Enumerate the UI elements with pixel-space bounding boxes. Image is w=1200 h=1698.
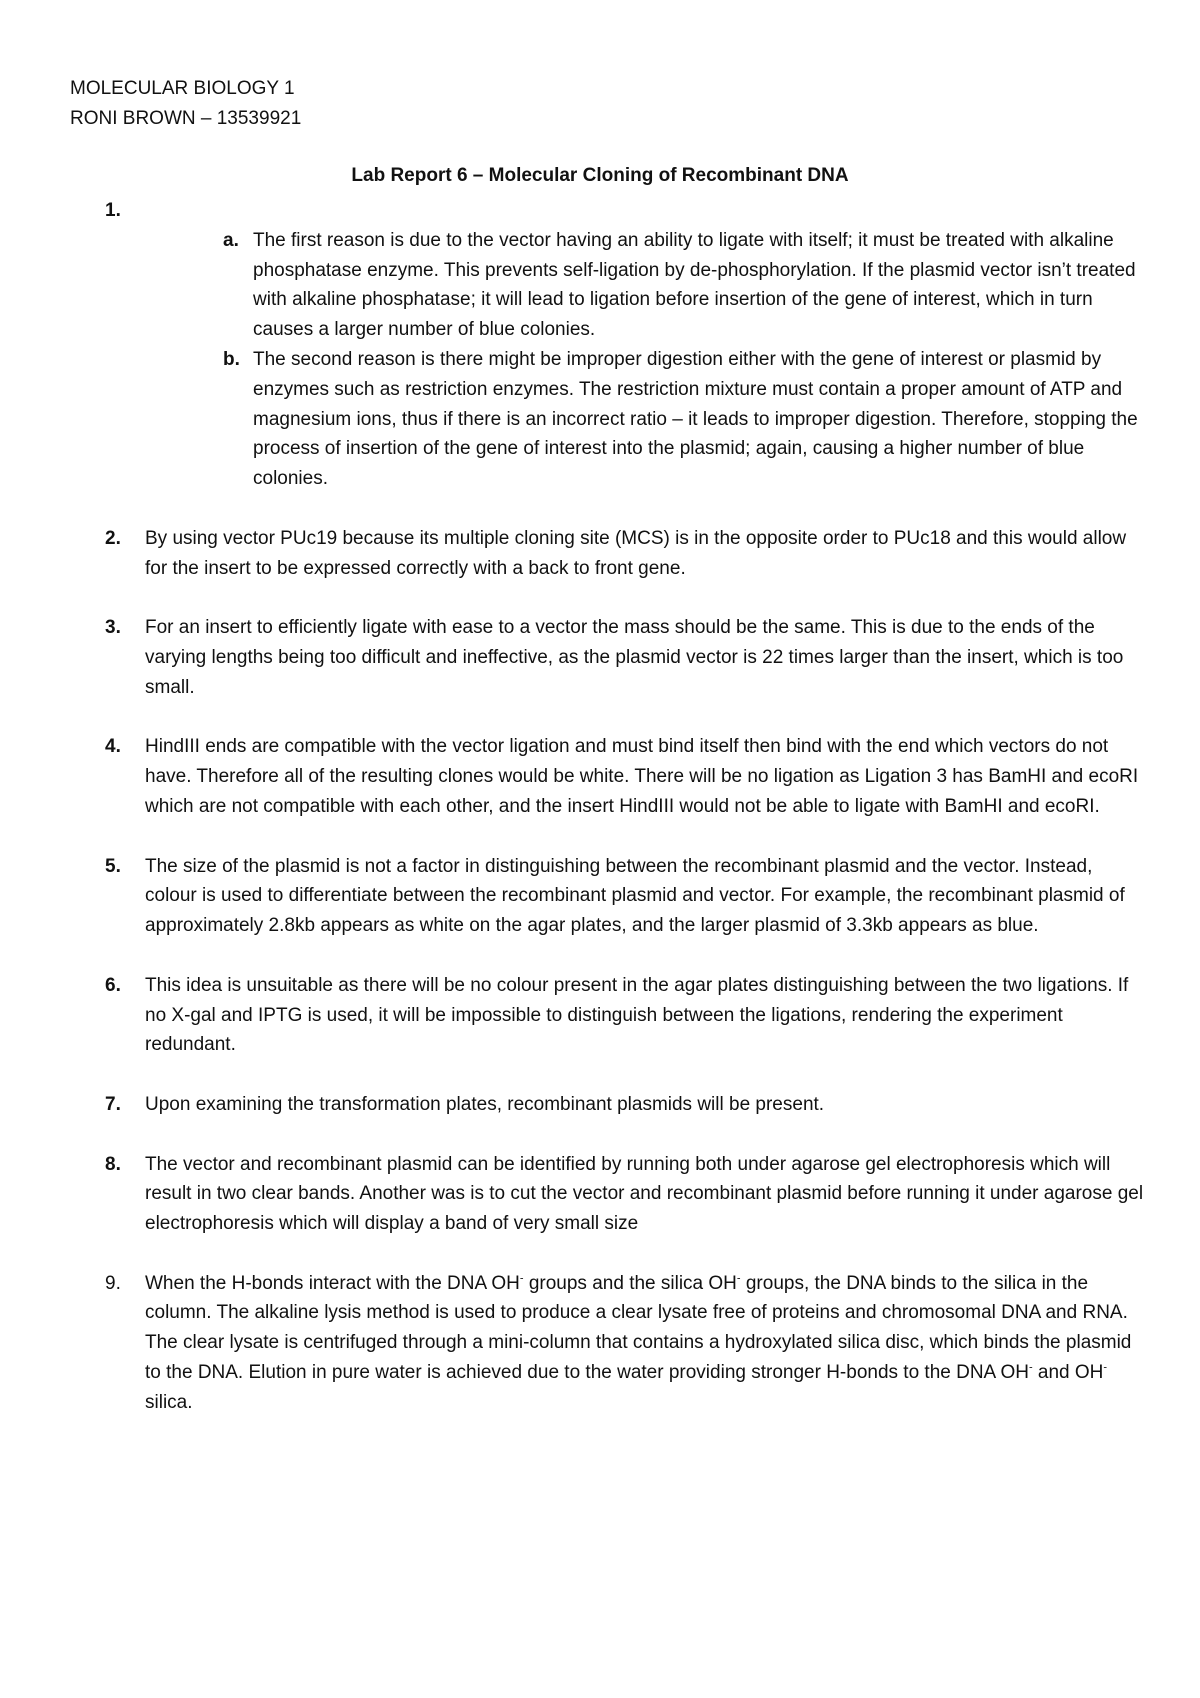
answer-text: The size of the plasmid is not a factor in distinguishing between the recombinant plasmid and the vector. Instead, colour is used to differentiate between the recombinant plasmid and vector. For example, the recombinant plasmid of approximately 2.8kb appears as white on the agar plates, and the larger plasmid of 3.3kb appears as blue. <box>145 855 1125 937</box>
answer-text: For an insert to efficiently ligate with ease to a vector the mass should be the same. This is due to the ends of the varying lengths being too difficult and ineffective, as the plasmid vector is 22 times larger than the insert, which is too small. <box>145 617 1124 698</box>
answer-text: By using vector PUc19 because its multiple cloning site (MCS) is in the opposite order to PUc18 and this would allow for the insert to be expressed correctly with a back to front gene. <box>145 527 1127 579</box>
answer-4 <box>105 732 1145 821</box>
answer-number: 2. <box>105 527 121 549</box>
answer-number: 3. <box>105 617 121 639</box>
report-title: Lab Report 6 – Molecular Cloning of Recombinant DNA <box>351 165 849 186</box>
document-header <box>70 74 301 134</box>
answer-2 <box>105 524 1145 584</box>
sub-item-letter: a. <box>223 229 239 251</box>
answer-number: 1. <box>105 200 121 221</box>
answer-text: HindIII ends are compatible with the vector ligation and must bind itself then bind with the end which vectors do not have. Therefore all of the resulting clones would be white. There will be no ligation as Ligation 3 has BamHI and ecoRI which are not compatible with each other, and the insert HindIII would not be able to ligate with BamHI and ecoRI. <box>145 736 1139 817</box>
answer-list <box>105 196 1145 1447</box>
answer-5 <box>105 852 1145 941</box>
superscript-minus: - <box>1028 1361 1033 1374</box>
answer-6 <box>105 971 1145 1060</box>
superscript-minus: - <box>736 1272 741 1285</box>
answer-text: The second reason is there might be improper digestion either with the gene of interest or plasmid by enzymes such as restriction enzymes. The restriction mixture must contain a proper amount of ATP and magnesium ions, thus if there is an incorrect ratio – it leads to improper digestion. Therefore, stopping the process of insertion of the gene of interest into the plasmid; again, causing a higher number of blue colonies. <box>253 348 1138 490</box>
answer-number: 8. <box>105 1153 121 1175</box>
answer-text-part: and OH <box>1032 1362 1104 1384</box>
answer-text: The vector and recombinant plasmid can be identified by running both under agarose gel electrophoresis which will result in two clear bands. Another was is to cut the vector and recombinant plasmid before running it under agarose gel electrophoresis which will display a band of very small size <box>145 1153 1144 1235</box>
answer-1b <box>223 345 1145 494</box>
answer-9 <box>105 1269 1145 1418</box>
answer-1 <box>105 196 1145 494</box>
answer-1a <box>223 226 1145 345</box>
answer-text: Upon examining the transformation plates, recombinant plasmids will be present. <box>145 1093 825 1115</box>
superscript-minus: - <box>519 1272 524 1285</box>
answer-text-part: silica. <box>145 1391 193 1413</box>
sub-item-letter: b. <box>223 348 240 370</box>
student-name-id: RONI BROWN – 13539921 <box>70 108 302 129</box>
superscript-minus: - <box>1103 1361 1108 1374</box>
answer-text <box>145 1273 1131 1413</box>
answer-number: 9. <box>105 1272 121 1294</box>
answer-text-part: When the H-bonds interact with the DNA OH <box>145 1272 520 1294</box>
answer-number: 7. <box>105 1093 121 1115</box>
answer-8 <box>105 1150 1145 1239</box>
answer-text: The first reason is due to the vector having an ability to ligate with itself; it must be treated with alkaline phosphatase enzyme. This prevents self-ligation by de-phosphorylation. If the plasmid vector isn’t treated with alkaline phosphatase; it will lead to ligation before insertion of the gene of interest, which in turn causes a larger number of blue colonies. <box>253 229 1136 341</box>
answer-number: 6. <box>105 974 121 996</box>
answer-text-part: groups and the silica OH <box>523 1272 737 1294</box>
answer-text-part: groups, the DNA binds to the silica in the column. The alkaline lysis method is used to produce a clear lysate free of proteins and chromosomal DNA and RNA. The clear lysate is centrifuged through a mini-column that contains a hydroxylated silica disc, which binds the plasmid to the DNA. Elution in pure water is achieved due to the water providing stronger H-bonds to the DNA OH <box>145 1272 1132 1384</box>
answer-text: This idea is unsuitable as there will be no colour present in the agar plates distinguishing between the two ligations. If no X-gal and IPTG is used, it will be impossible to distinguish between the ligations, rendering the experiment redundant. <box>145 974 1129 1056</box>
answer-3 <box>105 613 1145 702</box>
answer-7 <box>105 1090 1145 1120</box>
course-name: MOLECULAR BIOLOGY 1 <box>70 78 295 99</box>
answer-number: 4. <box>105 736 121 758</box>
answer-number: 5. <box>105 855 121 877</box>
